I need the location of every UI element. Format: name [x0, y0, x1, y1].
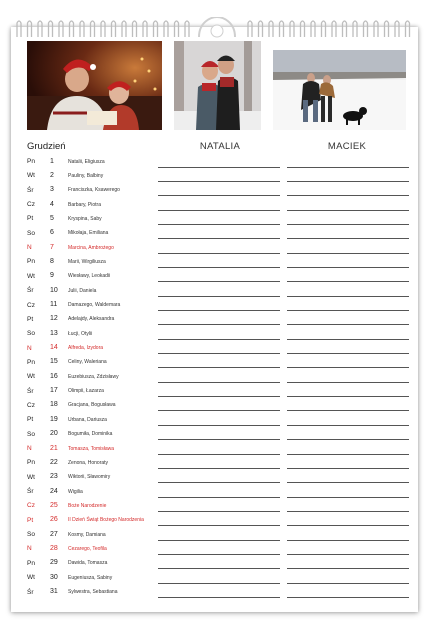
maciek-writing-line[interactable]: [287, 410, 409, 411]
day-of-week-label: Cz: [27, 301, 35, 309]
day-of-week-label: Śr: [27, 488, 34, 496]
day-of-week-label: Cz: [27, 502, 35, 510]
day-number: 4: [50, 200, 54, 208]
day-of-week-label: N: [27, 244, 32, 252]
day-number: 25: [50, 501, 58, 509]
day-number: 11: [50, 301, 58, 308]
natalia-writing-line[interactable]: [158, 468, 280, 469]
maciek-writing-line[interactable]: [287, 339, 409, 340]
day-number: 6: [50, 229, 54, 237]
column-header-natalia: NATALIA: [199, 141, 241, 152]
binding-coil: [49, 21, 53, 37]
name-day-text: Adelajdy, Aleksandra: [68, 316, 115, 323]
name-day-text: Olimpii, Łazarza: [68, 388, 104, 395]
natalia-writing-line[interactable]: [158, 167, 280, 168]
maciek-writing-line[interactable]: [287, 382, 409, 383]
day-number: 22: [50, 458, 58, 466]
day-number: 2: [50, 171, 54, 179]
binding-coil: [269, 21, 273, 37]
maciek-writing-line[interactable]: [287, 568, 409, 569]
maciek-writing-line[interactable]: [287, 181, 409, 182]
maciek-writing-line[interactable]: [287, 540, 409, 541]
natalia-writing-line[interactable]: [158, 195, 280, 196]
binding-coil: [385, 21, 389, 37]
name-day-text: Eugeniusza, Sabiny: [68, 574, 113, 581]
day-number: 26: [50, 516, 58, 524]
day-of-week-label: Pt: [27, 516, 34, 524]
binding-coil: [164, 21, 168, 37]
name-day-text: Celiny, Waleriana: [68, 359, 107, 366]
name-day-text: Łucji, Otylii: [68, 330, 93, 337]
day-of-week-label: Pt: [27, 416, 34, 424]
day-number: 14: [50, 344, 58, 352]
day-number: 29: [50, 559, 58, 567]
day-number: 23: [50, 473, 58, 481]
name-day-text: Wiktorii, Sławomiry: [68, 474, 111, 481]
natalia-writing-line[interactable]: [158, 382, 280, 383]
natalia-writing-line[interactable]: [158, 324, 280, 325]
binding-coil: [290, 21, 294, 37]
binding-coil: [91, 21, 95, 37]
maciek-writing-line[interactable]: [287, 525, 409, 526]
natalia-writing-line[interactable]: [158, 367, 280, 368]
maciek-writing-line[interactable]: [287, 511, 409, 512]
natalia-writing-line[interactable]: [158, 454, 280, 455]
name-day-text: Natalii, Eligiusza: [68, 158, 105, 165]
natalia-writing-line[interactable]: [158, 425, 280, 426]
day-of-week-label: Śr: [27, 588, 34, 596]
maciek-writing-line[interactable]: [287, 367, 409, 368]
natalia-writing-line[interactable]: [158, 583, 280, 584]
binding-coil: [301, 21, 305, 37]
binding-coil: [259, 21, 263, 37]
day-of-week-label: Wt: [27, 473, 35, 481]
binding-coil: [38, 21, 42, 37]
maciek-writing-line[interactable]: [287, 425, 409, 426]
natalia-writing-line[interactable]: [158, 238, 280, 239]
binding-coil: [406, 21, 410, 37]
day-number: 15: [50, 358, 58, 366]
maciek-writing-line[interactable]: [287, 468, 409, 469]
natalia-writing-line[interactable]: [158, 224, 280, 225]
name-day-text: Kosmy, Damiana: [68, 531, 106, 538]
maciek-writing-line[interactable]: [287, 454, 409, 455]
day-number: 10: [50, 286, 58, 294]
natalia-writing-line[interactable]: [158, 281, 280, 282]
couple-snow-walk-dog-photo: [273, 50, 406, 130]
natalia-writing-line[interactable]: [158, 253, 280, 254]
maciek-writing-line[interactable]: [287, 396, 409, 397]
day-number: 28: [50, 544, 58, 552]
maciek-writing-line[interactable]: [287, 281, 409, 282]
name-day-text: Pauliny, Balbiny: [68, 172, 104, 179]
binding-coil: [80, 21, 84, 37]
natalia-writing-line[interactable]: [158, 568, 280, 569]
natalia-writing-line[interactable]: [158, 597, 280, 598]
day-of-week-label: So: [27, 531, 35, 539]
name-day-text: Marcina, Ambrożego: [68, 244, 114, 251]
day-number: 9: [50, 272, 54, 280]
natalia-writing-line[interactable]: [158, 310, 280, 311]
name-day-text: Bogumiła, Dominika: [68, 431, 113, 438]
day-number: 21: [50, 444, 58, 452]
name-day-text: Euzebiusza, Zdzisławy: [68, 373, 119, 380]
name-day-text: Julii, Daniela: [68, 287, 97, 294]
column-header-maciek: MACIEK: [327, 141, 367, 152]
natalia-writing-line[interactable]: [158, 540, 280, 541]
maciek-writing-line[interactable]: [287, 583, 409, 584]
day-number: 3: [50, 186, 54, 194]
name-day-text: Urbana, Dariusza: [68, 416, 107, 423]
natalia-writing-line[interactable]: [158, 410, 280, 411]
binding-coil: [154, 21, 158, 37]
day-of-week-label: Śr: [27, 287, 34, 295]
binding-coil: [343, 21, 347, 37]
day-of-week-label: Pn: [27, 459, 35, 467]
binding-coil: [185, 21, 189, 37]
maciek-writing-line[interactable]: [287, 310, 409, 311]
binding-coil: [17, 21, 21, 37]
day-number: 13: [50, 329, 58, 337]
maciek-writing-line[interactable]: [287, 210, 409, 211]
maciek-writing-line[interactable]: [287, 238, 409, 239]
day-number: 17: [50, 387, 58, 395]
natalia-writing-line[interactable]: [158, 497, 280, 498]
binding-coil: [248, 21, 252, 37]
name-day-text: Damazego, Waldemara: [68, 302, 121, 308]
maciek-writing-line[interactable]: [287, 296, 409, 297]
family-christmas-reading-photo: [27, 41, 162, 130]
day-number: 8: [50, 257, 54, 265]
maciek-writing-line[interactable]: [287, 597, 409, 598]
day-number: 30: [50, 573, 58, 581]
day-number: 20: [50, 430, 58, 438]
binding-coil: [70, 21, 74, 37]
day-of-week-label: Pn: [27, 358, 35, 366]
day-number: 18: [50, 401, 58, 409]
day-number: 19: [50, 415, 58, 423]
couple-winter-portrait-photo: [174, 41, 261, 130]
day-number: 12: [50, 315, 58, 323]
name-day-text: Barbary, Piotra: [68, 201, 101, 208]
name-day-text: Alfreda, Izydora: [68, 345, 104, 352]
name-day-text: Franciszka, Ksawerego: [68, 187, 120, 194]
day-of-week-label: So: [27, 229, 35, 237]
wire-binding: [11, 17, 418, 39]
natalia-writing-line[interactable]: [158, 396, 280, 397]
name-day-text: Wigilia: [68, 488, 83, 495]
maciek-writing-line[interactable]: [287, 195, 409, 196]
day-number: 24: [50, 487, 58, 495]
name-day-text: Dawida, Tomasza: [68, 560, 108, 567]
binding-coil: [133, 21, 137, 37]
binding-coil: [143, 21, 147, 37]
name-day-text: Kryspina, Saby: [68, 215, 102, 222]
maciek-writing-line[interactable]: [287, 353, 409, 354]
natalia-writing-line[interactable]: [158, 439, 280, 440]
day-of-week-label: Śr: [27, 186, 34, 194]
maciek-writing-line[interactable]: [287, 167, 409, 168]
natalia-writing-line[interactable]: [158, 267, 280, 268]
binding-coil: [353, 21, 357, 37]
day-of-week-label: N: [27, 344, 32, 352]
day-of-week-label: N: [27, 545, 32, 553]
day-number: 1: [50, 157, 54, 165]
name-day-text: Gracjana, Bogusława: [68, 402, 116, 409]
binding-coil: [332, 21, 336, 37]
day-number: 27: [50, 530, 58, 538]
maciek-writing-line[interactable]: [287, 224, 409, 225]
name-day-text: Cezarego, Teofila: [68, 545, 107, 552]
binding-coil: [395, 21, 399, 37]
day-of-week-label: Śr: [27, 387, 34, 395]
day-of-week-label: Cz: [27, 401, 35, 409]
natalia-writing-line[interactable]: [158, 339, 280, 340]
day-of-week-label: Wt: [27, 574, 35, 582]
day-of-week-label: N: [27, 445, 32, 452]
name-day-text: Zenona, Honoraty: [68, 459, 109, 466]
maciek-writing-line[interactable]: [287, 439, 409, 440]
maciek-writing-line[interactable]: [287, 482, 409, 483]
natalia-writing-line[interactable]: [158, 554, 280, 555]
natalia-writing-line[interactable]: [158, 353, 280, 354]
name-day-text: Wiesławy, Leokadii: [68, 273, 111, 280]
binding-coil: [112, 21, 116, 37]
name-day-text: Sylwestra, Sebastiana: [68, 589, 118, 595]
day-of-week-label: Pn: [27, 559, 35, 567]
natalia-writing-line[interactable]: [158, 296, 280, 297]
day-of-week-label: Pt: [27, 215, 34, 223]
day-of-week-label: Wt: [27, 373, 35, 381]
binding-coil: [122, 21, 126, 37]
name-day-text: Mikołaja, Emiliana: [68, 230, 109, 237]
day-of-week-label: Pn: [27, 258, 35, 266]
binding-coil: [28, 21, 32, 37]
natalia-writing-line[interactable]: [158, 210, 280, 211]
maciek-writing-line[interactable]: [287, 554, 409, 555]
month-title: Grudzień: [27, 141, 66, 152]
binding-coil: [280, 21, 284, 37]
day-number: 31: [50, 588, 58, 595]
natalia-writing-line[interactable]: [158, 525, 280, 526]
binding-coil: [322, 21, 326, 37]
maciek-writing-line[interactable]: [287, 253, 409, 254]
name-day-text: Tomasza, Tomisława: [68, 445, 115, 452]
maciek-writing-line[interactable]: [287, 497, 409, 498]
maciek-writing-line[interactable]: [287, 267, 409, 268]
binding-coil: [59, 21, 63, 37]
binding-coil: [175, 21, 179, 37]
name-day-text: Boże Narodzenie: [68, 502, 107, 509]
maciek-writing-line[interactable]: [287, 324, 409, 325]
day-number: 5: [50, 214, 54, 222]
binding-coil: [374, 21, 378, 37]
day-number: 7: [50, 243, 54, 251]
day-of-week-label: Pn: [27, 158, 35, 165]
day-of-week-label: Pt: [27, 315, 34, 323]
day-of-week-label: So: [27, 430, 35, 438]
name-day-text: Marii, Wirgiliusza: [68, 258, 106, 265]
natalia-writing-line[interactable]: [158, 511, 280, 512]
day-of-week-label: Cz: [27, 201, 35, 209]
binding-coil: [311, 21, 315, 37]
day-number: 16: [50, 372, 58, 380]
binding-coil: [101, 21, 105, 37]
day-of-week-label: Wt: [27, 172, 35, 180]
name-day-text: II Dzień Świąt Bożego Narodzenia: [68, 517, 144, 524]
natalia-writing-line[interactable]: [158, 181, 280, 182]
day-of-week-label: So: [27, 330, 35, 338]
binding-coil: [364, 21, 368, 37]
day-of-week-label: Wt: [27, 272, 35, 280]
natalia-writing-line[interactable]: [158, 482, 280, 483]
